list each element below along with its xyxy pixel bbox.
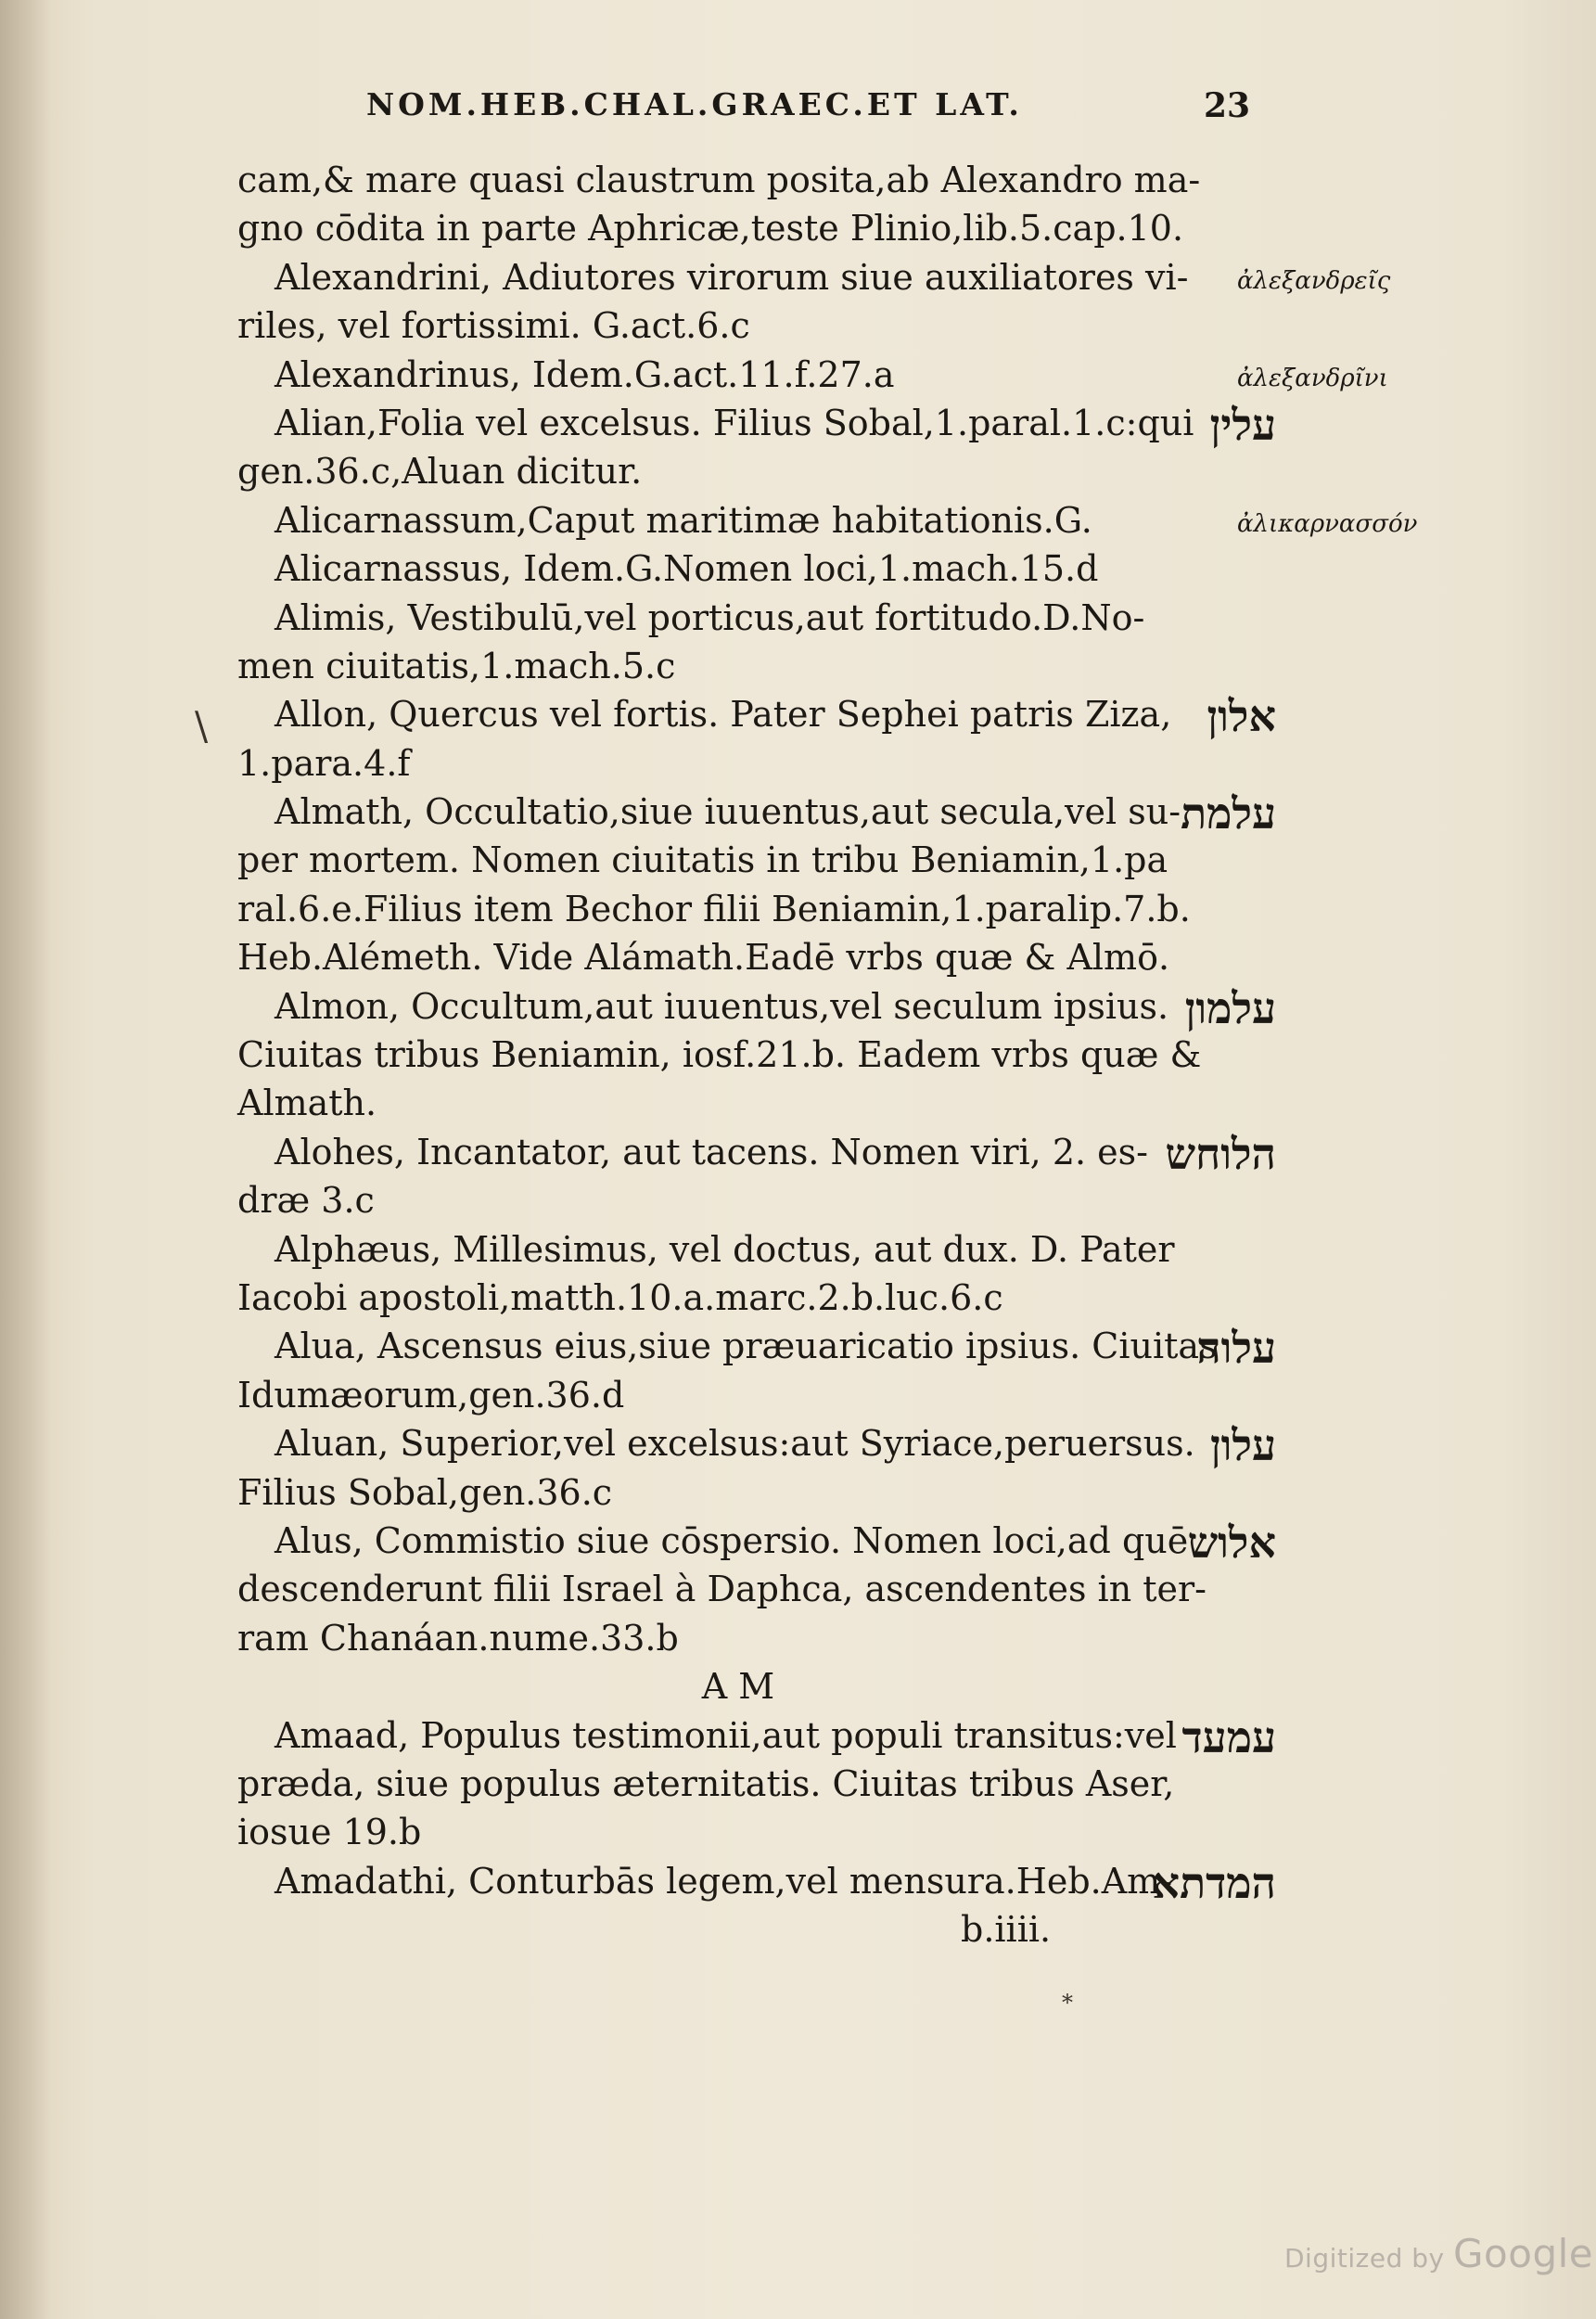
text-line: [237, 1905, 1258, 1954]
text-line: [237, 156, 1258, 204]
line-text: Amaad, Populus testimonii,aut populi transitus:vel: [275, 1714, 1177, 1756]
line-text: Almon, Occultum,aut iuuentus,vel seculum ipsius.: [275, 985, 1169, 1027]
line-text: Aluan, Superior,vel excelsus:aut Syriace,peruersus.: [275, 1423, 1195, 1465]
line-text: gno cōdita in parte Aphricæ,teste Plinio,lib.5.cap.10.: [237, 208, 1184, 250]
line-text: descenderunt filii Israel à Daphca, ascendentes in ter-: [237, 1569, 1207, 1610]
text-line: [237, 447, 1258, 495]
hebrew-margin-word: עלוה: [1196, 1323, 1276, 1374]
text-line: [237, 594, 1258, 642]
text-line: [237, 982, 1276, 1033]
hebrew-margin-word: הלוחש: [1165, 1128, 1276, 1179]
text-line: [237, 1176, 1258, 1224]
watermark-prefix: Digitized by: [1284, 2243, 1453, 2274]
line-text: ral.6.e.Filius item Bechor filii Beniamin,1.paralip.7.b.: [237, 888, 1191, 929]
line-text: men ciuitatis,1.mach.5.c: [237, 645, 676, 686]
line-text: Alian,Folia vel excelsus. Filius Sobal,1.paral.1.c:qui: [275, 402, 1194, 443]
signature-mark: b.iiii.: [961, 1909, 1052, 1951]
running-header: NOM.HEB.CHAL.GRAEC.ET LAT.: [366, 86, 1023, 122]
text-line: [237, 1128, 1276, 1179]
digitized-by-google-watermark: [1284, 2231, 1593, 2276]
hebrew-margin-word: עלון: [1209, 1420, 1276, 1471]
greek-margin-word: ἀλικαρνασσόν: [1237, 509, 1418, 538]
hebrew-margin-word: אלוש: [1187, 1517, 1276, 1568]
text-line: [237, 1031, 1258, 1079]
google-logo-text: Google: [1453, 2231, 1594, 2276]
text-line: [237, 399, 1276, 450]
line-text: Heb.Alémeth. Vide Alámath.Eadē vrbs quæ & Almō.: [237, 937, 1170, 979]
margin-mark: \: [195, 703, 209, 749]
text-body: [237, 156, 1418, 1954]
text-line: [237, 885, 1258, 933]
hebrew-margin-word: עלין: [1209, 399, 1276, 450]
text-line: [237, 1565, 1258, 1613]
page-gutter-shadow: [0, 0, 51, 2319]
line-text: Alohes, Incantator, aut tacens. Nomen viri, 2. es-: [275, 1131, 1148, 1172]
text-line: [237, 739, 1258, 788]
text-line: [237, 1468, 1258, 1517]
text-line: [237, 1225, 1258, 1274]
line-text: 1.para.4.f: [237, 742, 411, 784]
line-text: dræ 3.c: [237, 1180, 375, 1222]
text-line: [237, 1614, 1258, 1662]
line-text: Almath, Occultatio,siue iuuentus,aut secula,vel su-: [275, 791, 1181, 833]
line-text: iosue 19.b: [237, 1812, 422, 1853]
line-text: Filius Sobal,gen.36.c: [237, 1471, 613, 1513]
text-line: [237, 1808, 1258, 1856]
text-line: [237, 1662, 1258, 1710]
text-line: [237, 1711, 1276, 1762]
line-text: per mortem. Nomen ciuitatis in tribu Beniamin,1.pa: [237, 839, 1168, 881]
greek-margin-word: ἀλεξανδρῖνι: [1237, 364, 1388, 392]
line-text: Alicarnassum,Caput maritimæ habitationis.G.: [275, 499, 1092, 541]
hebrew-margin-word: עלמון: [1184, 982, 1276, 1033]
hebrew-margin-word: עמעד: [1181, 1711, 1276, 1762]
text-line: [237, 1371, 1258, 1419]
text-line: [237, 301, 1258, 350]
text-line: [237, 253, 1391, 301]
line-text: riles, vel fortissimi. G.act.6.c: [237, 305, 750, 347]
line-text: cam,& mare quasi claustrum posita,ab Alexandro ma-: [237, 160, 1201, 200]
text-line: [237, 204, 1258, 252]
line-text: Allon, Quercus vel fortis. Pater Sephei patris Ziza,: [275, 694, 1172, 736]
text-line: [237, 351, 1388, 399]
line-text: Iacobi apostoli,matth.10.a.marc.2.b.luc.6.c: [237, 1276, 1003, 1318]
decorative-asterisk: *: [1062, 1990, 1073, 2016]
line-text: præda, siue populus æternitatis. Ciuitas tribus Aser,: [237, 1762, 1175, 1804]
line-text: Ciuitas tribus Beniamin, iosf.21.b. Eadem vrbs quæ &: [237, 1034, 1202, 1076]
text-line: [237, 836, 1258, 884]
line-text: Amadathi, Conturbās legem,vel mensura.Heb.Am-: [275, 1860, 1173, 1902]
line-text: Alicarnassus, Idem.G.Nomen loci,1.mach.15.d: [275, 548, 1099, 590]
line-text: Alphæus, Millesimus, vel doctus, aut dux. D. Pater: [275, 1228, 1175, 1270]
greek-margin-word: ἀλεξανδρεῖς: [1237, 266, 1391, 295]
text-line: [237, 1517, 1276, 1568]
hebrew-margin-word: המדתא: [1152, 1857, 1276, 1908]
text-line: [237, 642, 1258, 690]
text-line: [237, 496, 1418, 545]
line-text: Alimis, Vestibulū,vel porticus,aut fortitudo.D.No-: [275, 596, 1145, 638]
line-text: Alexandrini, Adiutores virorum siue auxiliatores vi-: [275, 256, 1189, 298]
line-text: Alus, Commistio siue cōspersio. Nomen loci,ad quē: [275, 1519, 1189, 1561]
text-line: [237, 788, 1276, 839]
text-line: [237, 1079, 1258, 1127]
line-text: Almath.: [237, 1083, 377, 1124]
hebrew-margin-word: עלמת: [1181, 788, 1276, 839]
section-heading: A M: [701, 1666, 775, 1708]
page-number: 23: [1204, 86, 1251, 125]
text-line: [237, 1857, 1276, 1908]
line-text: gen.36.c,Aluan dicitur.: [237, 451, 643, 493]
line-text: Idumæorum,gen.36.d: [237, 1374, 625, 1416]
text-line: [237, 545, 1258, 593]
text-line: [237, 933, 1258, 981]
text-line: [237, 1274, 1258, 1322]
text-line: [237, 690, 1276, 742]
text-line: [237, 1419, 1276, 1471]
hebrew-margin-word: אלון: [1207, 691, 1276, 742]
line-text: ram Chanáan.nume.33.b: [237, 1617, 679, 1659]
line-text: Alexandrinus, Idem.G.act.11.f.27.a: [275, 353, 895, 395]
text-line: [237, 1760, 1258, 1808]
line-text: Alua, Ascensus eius,siue præuaricatio ipsius. Ciuitas: [275, 1326, 1218, 1367]
text-line: [237, 1322, 1276, 1374]
